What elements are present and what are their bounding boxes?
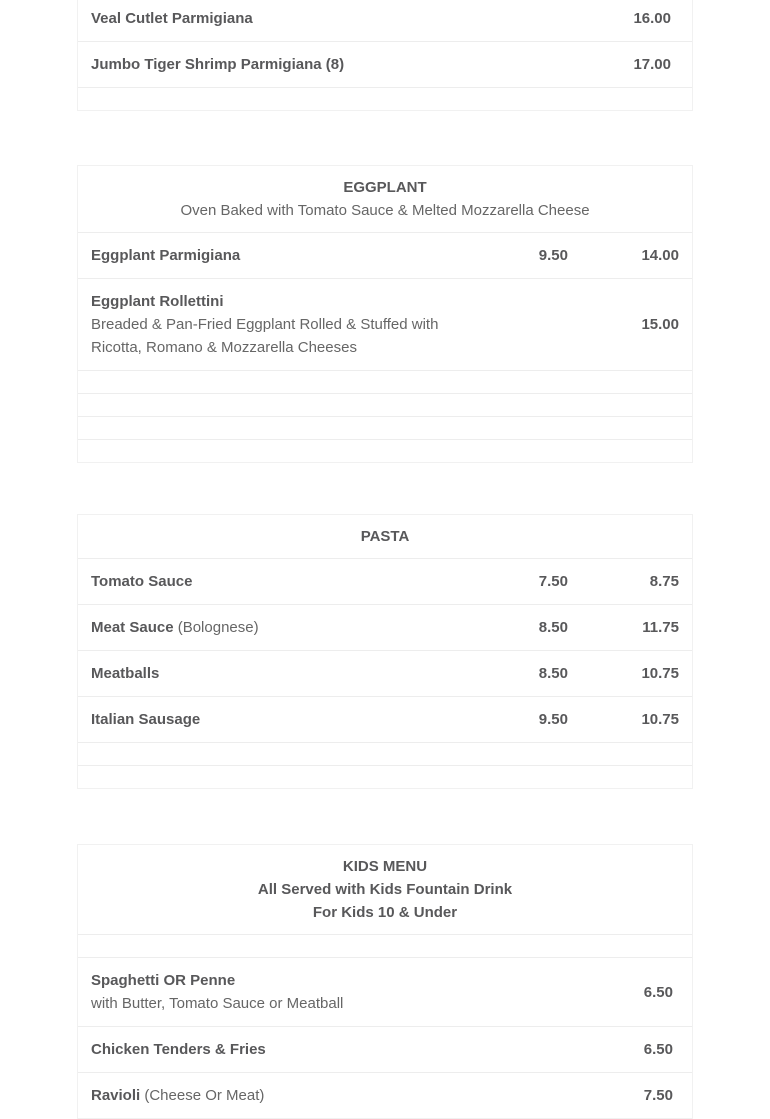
menu-item-row (78, 1073, 692, 1118)
item-name: Italian Sausage (91, 711, 201, 728)
item-name: Veal Cutlet Parmigiana (91, 10, 253, 27)
item-price-full: 14.00 (641, 247, 679, 264)
item-price-full: 10.75 (641, 665, 679, 682)
menu-item-row (78, 279, 692, 371)
item-price-full: 10.75 (641, 711, 679, 728)
item-note: (Cheese Or Meat) (144, 1087, 265, 1104)
section-title: PASTA (360, 528, 410, 545)
item-price-full: 8.75 (649, 573, 679, 590)
item-name: Chicken Tenders & Fries (91, 1041, 266, 1058)
item-note: (Bolognese) (177, 619, 259, 636)
empty-spacer-row (78, 440, 692, 462)
item-name: Meat Sauce (91, 619, 174, 636)
menu-item-row (78, 1027, 692, 1073)
section-subtitle: Oven Baked with Tomato Sauce & Melted Mozzarella Cheese (180, 202, 590, 219)
item-price: 6.50 (643, 1041, 673, 1058)
section-title: EGGPLANT (343, 179, 427, 196)
menu-content-column (77, 0, 693, 1119)
section-header (78, 515, 692, 559)
item-name: Tomato Sauce (91, 573, 193, 590)
section-title: KIDS MENU (342, 858, 428, 875)
empty-spacer-row (78, 417, 692, 440)
menu-section-eggplant (77, 165, 693, 463)
menu-item-row (78, 697, 692, 743)
item-price-half: 7.50 (538, 573, 568, 590)
item-price-half: 9.50 (538, 247, 568, 264)
menu-section-parmigiana-continued (77, 0, 693, 111)
item-price: 16.00 (633, 10, 671, 27)
section-subtitle: For Kids 10 & Under (312, 904, 458, 921)
menu-item-row (78, 651, 692, 697)
empty-spacer-row (78, 394, 692, 417)
section-header (78, 166, 692, 233)
item-price-full: 15.00 (641, 316, 679, 333)
empty-spacer-row (78, 371, 692, 394)
item-name: Meatballs (91, 665, 160, 682)
empty-spacer-row (78, 88, 692, 110)
menu-item-row (78, 605, 692, 651)
item-name: Eggplant Parmigiana (91, 247, 241, 264)
section-header (78, 845, 692, 935)
empty-spacer-row (78, 935, 692, 958)
item-name: Eggplant Rollettini (91, 293, 224, 310)
menu-item-row (78, 559, 692, 605)
item-description: with Butter, Tomato Sauce or Meatball (91, 995, 344, 1012)
empty-spacer-row (78, 766, 692, 788)
item-price: 17.00 (633, 56, 671, 73)
item-price-full: 11.75 (642, 619, 679, 636)
menu-item-row (78, 233, 692, 279)
item-name: Ravioli (91, 1087, 141, 1104)
item-name: Spaghetti OR Penne (91, 972, 236, 989)
empty-spacer-row (78, 743, 692, 766)
item-price-half: 9.50 (538, 711, 568, 728)
item-price: 6.50 (643, 983, 673, 1001)
menu-section-kids (77, 844, 693, 1119)
menu-item-row (78, 0, 692, 42)
menu-section-pasta (77, 514, 693, 789)
item-description: Breaded & Pan-Fried Eggplant Rolled & Stuffed with Ricotta, Romano & Mozzarella Cheeses (91, 316, 439, 356)
item-price-half: 8.50 (538, 619, 568, 636)
item-name: Jumbo Tiger Shrimp Parmigiana (8) (91, 56, 345, 73)
section-subtitle: All Served with Kids Fountain Drink (257, 881, 513, 898)
menu-item-row (78, 958, 692, 1027)
item-price: 7.50 (643, 1087, 673, 1104)
item-price-half: 8.50 (538, 665, 568, 682)
menu-item-row (78, 42, 692, 88)
